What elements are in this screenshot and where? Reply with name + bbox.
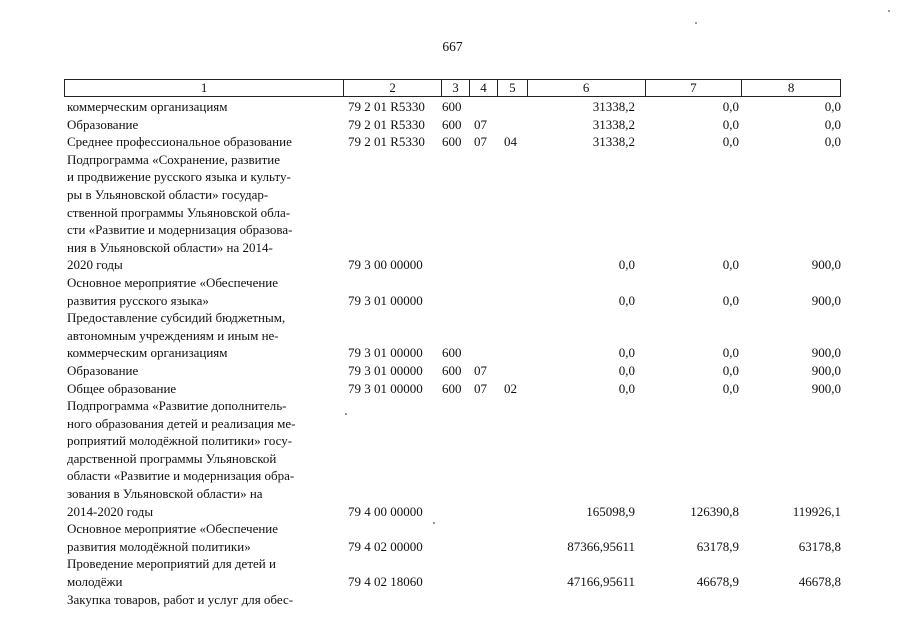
amount-col-6-cell: 87366,95611 [567,538,635,554]
header-col-7: 7 [646,80,743,96]
section-cell: 07 [474,134,487,150]
row-description [64,362,337,380]
target-code-cell: 79 2 01 R5330 [348,99,425,114]
amount-col-7-cell: 0,0 [722,380,739,396]
target-code-cell: 79 3 01 00000 [348,380,423,396]
description-line: развития молодёжной политики» [67,538,251,554]
table-row [64,98,841,116]
description-line: 2020 годы [67,257,123,273]
expense-type-cell: 600 [442,99,462,114]
amount-col-6-cell: 0,0 [618,257,635,273]
expense-type-cell: 600 [442,116,462,132]
amount-col-7-cell: 63178,9 [696,538,739,554]
amount-col-8-cell: 0,0 [824,134,841,150]
amount-col-8-cell: 0,0 [824,116,841,132]
description-line: Подпрограмма «Развитие дополнитель- [67,398,287,414]
header-col-3: 3 [442,80,470,96]
description-line: зования в Ульяновской области» на [67,486,263,502]
section-cell: 07 [474,116,487,132]
amount-col-7-cell: 0,0 [722,257,739,273]
amount-col-6-cell: 31338,2 [592,134,635,150]
target-code-cell: 79 3 01 00000 [348,292,423,308]
description-line: Основное мероприятие «Обеспечение [67,521,279,537]
table-row [64,362,841,380]
description-line: ния в Ульяновской области» на 2014- [67,239,273,255]
amount-col-6-cell: 165098,9 [586,503,635,519]
description-line: Среднее профессиональное образование [67,134,292,150]
amount-col-8-cell: 46678,8 [798,574,841,590]
expense-type-cell: 600 [442,362,462,378]
row-description [64,309,337,362]
scan-speck [433,522,435,524]
table-row [64,380,841,398]
amount-col-6-cell: 0,0 [618,380,635,396]
target-code-cell: 79 4 00 00000 [348,503,423,519]
description-line: Подпрограмма «Сохранение, развитие [67,151,281,167]
description-line: области «Развитие и модернизация обра- [67,468,295,484]
description-line: Общее образование [67,380,177,396]
amount-col-7-cell: 0,0 [722,362,739,378]
row-description [64,555,337,590]
description-line: развития русского языка» [67,292,209,308]
header-col-8: 8 [787,80,795,95]
description-line: Основное мероприятие «Обеспечение [67,274,279,290]
expense-type-cell: 600 [442,134,462,150]
description-line: молодёжи [67,574,123,590]
amount-col-7-cell: 0,0 [722,99,739,114]
table-row [64,397,841,520]
target-code-cell: 79 4 02 00000 [348,538,423,554]
row-description [64,116,337,134]
target-code-cell: 79 4 02 18060 [348,574,423,590]
description-line: ного образования детей и реализация ме- [67,415,296,431]
expense-type-cell: 600 [442,380,462,396]
table-row [64,274,841,309]
amount-col-8-cell: 900,0 [811,362,841,378]
description-line: автономным учреждениям и иным не- [67,327,279,343]
table-header-row [64,79,841,97]
amount-col-8-cell: 119926,1 [792,503,841,519]
row-description [64,98,337,116]
scan-speck [345,413,347,415]
amount-col-8-cell: 900,0 [811,380,841,396]
target-code-cell: 79 3 01 00000 [348,362,423,378]
amount-col-6-cell: 31338,2 [592,99,635,114]
header-col-4: 4 [470,80,498,96]
description-line: Закупка товаров, работ и услуг для обес- [67,591,294,607]
subsection-cell: 02 [504,380,517,396]
table-row [64,309,841,362]
amount-col-7-cell: 126390,8 [690,503,739,519]
header-col-1: 1 [65,80,344,96]
amount-col-7-cell: 0,0 [722,116,739,132]
description-line: Образование [67,362,139,378]
description-line: Предоставление субсидий бюджетным, [67,310,286,326]
expense-type-cell: 600 [442,345,462,361]
description-line: ры в Ульяновской области» государ- [67,186,269,202]
description-line: Проведение мероприятий для детей и [67,556,276,572]
row-description [64,397,337,520]
row-description [64,274,337,309]
amount-col-8-cell: 0,0 [824,99,841,114]
amount-col-6-cell: 0,0 [618,345,635,361]
amount-col-6-cell: 47166,95611 [567,574,635,590]
description-line: и продвижение русского языка и культу- [67,169,291,185]
amount-col-6-cell: 0,0 [618,292,635,308]
description-line: роприятий молодёжной политики» госу- [67,433,293,449]
description-line: дарственной программы Ульяновской [67,450,277,466]
header-col-5: 5 [498,80,528,96]
subsection-cell: 04 [504,134,517,150]
target-code-cell: 79 2 01 R5330 [348,116,425,132]
table-row [64,116,841,134]
description-line: 2014-2020 годы [67,503,154,519]
scan-speck [695,22,697,24]
table-row [64,151,841,274]
description-line: коммерческим организациям [67,345,228,361]
amount-col-8-cell: 900,0 [811,345,841,361]
budget-table-body [64,98,841,608]
table-row [64,520,841,555]
header-col-6: 6 [528,80,646,96]
description-line: ственной программы Ульяновской обла- [67,204,291,220]
amount-col-8-cell: 900,0 [811,292,841,308]
header-col-2: 2 [344,80,442,96]
row-description [64,380,337,398]
row-description [64,133,337,151]
row-description [64,520,337,555]
amount-col-7-cell: 0,0 [722,292,739,308]
description-line: Образование [67,116,139,132]
amount-col-7-cell: 46678,9 [696,574,739,590]
amount-col-6-cell: 0,0 [618,362,635,378]
amount-col-7-cell: 0,0 [722,345,739,361]
table-row [64,133,841,151]
description-line: коммерческим организациям [67,99,228,114]
section-cell: 07 [474,362,487,378]
amount-col-8-cell: 900,0 [811,257,841,273]
section-cell: 07 [474,380,487,396]
target-code-cell: 79 3 00 00000 [348,257,423,273]
table-row [64,591,841,609]
row-description [64,591,337,609]
target-code-cell: 79 3 01 00000 [348,345,423,361]
page-number: 667 [442,39,463,54]
row-description [64,151,337,274]
description-line: сти «Развитие и модернизация образова- [67,222,293,238]
amount-col-6-cell: 31338,2 [592,116,635,132]
scan-speck [888,10,890,12]
amount-col-8-cell: 63178,8 [798,538,841,554]
table-row [64,555,841,590]
amount-col-7-cell: 0,0 [722,134,739,150]
target-code-cell: 79 2 01 R5330 [348,134,425,150]
